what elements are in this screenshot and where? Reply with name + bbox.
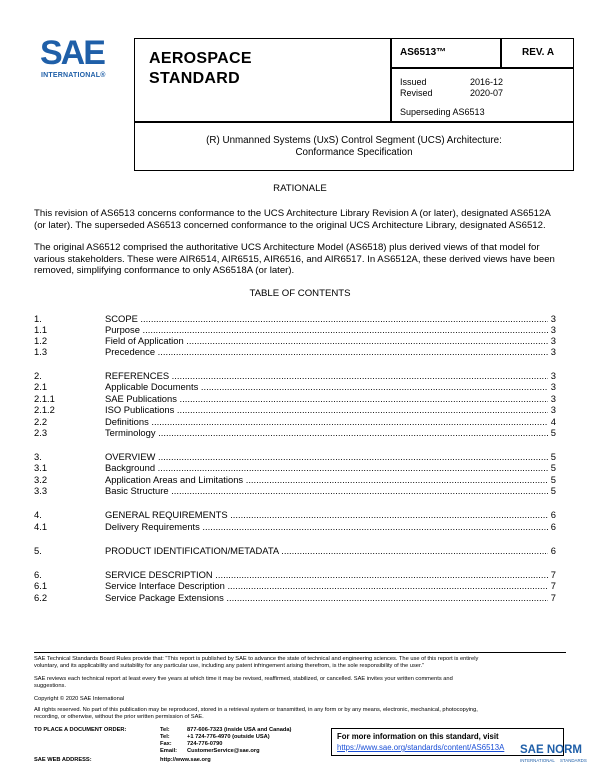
web-label: SAE WEB ADDRESS:	[34, 757, 92, 763]
rationale-p2-line3: removed, simplifying conformance to only AS6518A (or later).	[34, 265, 295, 277]
toc-entry-title[interactable]: Terminology .....	[105, 427, 548, 439]
revised-date: 2020-07	[470, 88, 504, 98]
revision-label: REV. A	[522, 47, 555, 58]
board-rules-text	[34, 656, 574, 670]
toc-entry-number: 4.	[34, 509, 42, 520]
fax-label: Fax:	[160, 741, 172, 747]
copyright-text: Copyright © 2020 SAE International	[34, 696, 125, 702]
toc-entry-number: 3.2	[34, 474, 48, 485]
toc-entry-number: 2.1	[34, 381, 48, 392]
issued-date: 2016-12	[470, 77, 504, 87]
subject-line1: (R) Unmanned Systems (UxS) Control Segment (UCS) Architecture:	[206, 135, 502, 146]
toc-entry-number: 4.1	[34, 521, 48, 532]
toc-entry-page: 3	[550, 335, 556, 346]
document-type-box	[134, 38, 391, 122]
rights-line1: All rights reserved. No part of this publication may be reproduced, stored in a retrieval system or transmitted, in any form or by any means, electronic, mechanical, photocopying,	[34, 707, 478, 713]
rationale-paragraph-2	[34, 242, 574, 277]
logo-subtext: INTERNATIONAL®	[41, 72, 106, 79]
toc-entry-title[interactable]: Basic Structure .....	[105, 485, 548, 497]
norm-sub1: INTERNATIONAL	[520, 758, 555, 763]
toc-entry-number: 6.1	[34, 580, 48, 591]
toc-entry-page: 5	[550, 474, 556, 485]
fax-number: 724-776-0790	[187, 741, 223, 747]
rationale-p2-line2: various stakeholders. These were AIR6514, AIR6515, AIR6516, and AIR6517. In AS6512A, these derived views have been	[34, 253, 555, 265]
toc-entry-page: 5	[550, 427, 556, 438]
toc-entry-title[interactable]: Field of Application .....	[105, 335, 548, 347]
toc-entry-number: 1.	[34, 313, 42, 324]
toc-entry[interactable]	[34, 335, 556, 347]
rationale-p1-line1: This revision of AS6513 concerns conformance to the UCS Architecture Library Revision A (or later), designated AS6512A	[34, 208, 551, 219]
document-type-line2: STANDARD	[149, 70, 240, 87]
board-rules-line1: SAE Technical Standards Board Rules provide that: “This report is published by SAE to advance the state of technical and engineering sciences. The use of this report is entirely	[34, 656, 479, 662]
toc-entry[interactable]	[34, 592, 556, 604]
rationale-paragraph-1	[34, 208, 574, 231]
tel-number[interactable]: 877-606-7323 (inside USA and Canada)	[187, 727, 292, 733]
toc-entry-title[interactable]: Definitions .....	[105, 416, 548, 428]
toc-entry-number: 5.	[34, 545, 42, 556]
toc-entry-title[interactable]: OVERVIEW .....	[105, 451, 548, 463]
toc-entry-page: 3	[550, 370, 556, 381]
rationale-p2-line1: The original AS6512 comprised the authoritative UCS Architecture Model (AS6518) plus derived views of that model for	[34, 242, 540, 253]
toc-entry[interactable]	[34, 569, 556, 581]
revision-box	[501, 38, 574, 68]
toc-entry-title[interactable]: REFERENCES .....	[105, 370, 548, 382]
rationale-p1-line2: (or later). The superseded AS6513 concerned conformance to the original UCS Architecture Library, designated AS6512.	[34, 219, 546, 231]
sae-norm-watermark	[520, 746, 598, 774]
issued-label: Issued	[400, 77, 427, 87]
sae-logo	[40, 36, 124, 82]
toc-entry-title[interactable]: Service Package Extensions .....	[105, 592, 548, 604]
toc-entry-number: 2.	[34, 370, 42, 381]
toc-entry-title[interactable]: PRODUCT IDENTIFICATION/METADATA .....	[105, 545, 548, 557]
toc-entry-number: 3.1	[34, 462, 48, 473]
toc-entry-number: 6.2	[34, 592, 48, 603]
logo-mark: SAE	[40, 34, 104, 72]
tel2-number[interactable]: +1 724-776-4970 (outside USA)	[187, 734, 270, 740]
toc-entry-page: 7	[550, 592, 556, 603]
toc-entry-page: 5	[550, 462, 556, 473]
toc-entry[interactable]	[34, 381, 556, 393]
toc-entry-page: 3	[550, 346, 556, 357]
toc-entry[interactable]	[34, 451, 556, 463]
toc-entry[interactable]	[34, 404, 556, 416]
toc-entry-page: 3	[550, 404, 556, 415]
toc-entry-number: 6.	[34, 569, 42, 580]
superseding-note: Superseding AS6513	[400, 107, 485, 117]
document-number-box	[391, 38, 501, 68]
toc-entry-number: 1.3	[34, 346, 48, 357]
toc-entry-title[interactable]: SERVICE DESCRIPTION .....	[105, 569, 548, 581]
footer-divider	[34, 652, 566, 653]
revised-label: Revised	[400, 88, 433, 98]
toc-entry-number: 1.2	[34, 335, 48, 346]
rationale-heading: RATIONALE	[273, 183, 327, 194]
toc-entry-page: 4	[550, 416, 556, 427]
web-link[interactable]: http://www.sae.org	[160, 757, 211, 763]
toc-entry-title[interactable]: GENERAL REQUIREMENTS .....	[105, 509, 548, 521]
review-policy-text	[34, 676, 574, 690]
toc-entry-title[interactable]: Applicable Documents .....	[105, 381, 548, 393]
toc-entry-page: 5	[550, 451, 556, 462]
toc-entry-page: 3	[550, 324, 556, 335]
toc-entry[interactable]	[34, 545, 556, 557]
toc-entry-page: 3	[550, 313, 556, 324]
toc-entry-page: 5	[550, 485, 556, 496]
toc-entry[interactable]	[34, 324, 556, 336]
toc-entry-page: 6	[550, 521, 556, 532]
dates-box	[391, 68, 574, 122]
review-line2: suggestions.	[34, 683, 66, 689]
toc-entry[interactable]	[34, 509, 556, 521]
toc-entry-number: 2.1.1	[34, 393, 55, 404]
toc-entry-page: 6	[550, 545, 556, 556]
subject-line2: Conformance Specification	[295, 147, 413, 158]
email-label: Email:	[160, 748, 178, 754]
toc-entry-title[interactable]: Application Areas and Limitations .....	[105, 474, 548, 486]
tel2-label: Tel:	[160, 734, 170, 740]
subject-box	[134, 122, 574, 171]
more-info-title: For more information on this standard, visit	[337, 732, 499, 741]
toc-entry[interactable]	[34, 313, 556, 325]
toc-entry-page: 7	[550, 569, 556, 580]
toc-entry[interactable]	[34, 416, 556, 428]
rights-text	[34, 707, 574, 721]
email-link[interactable]: CustomerService@sae.org	[187, 748, 260, 754]
document-number: AS6513™	[400, 47, 447, 58]
toc-entry[interactable]	[34, 521, 556, 533]
toc-entry-title[interactable]: SCOPE .....	[105, 313, 548, 325]
toc-entry-title[interactable]: Delivery Requirements .....	[105, 521, 548, 533]
tel-label: Tel:	[160, 727, 170, 733]
toc-entry-title[interactable]: Service Interface Description .....	[105, 580, 548, 592]
toc-entry-title[interactable]: Precedence .....	[105, 346, 548, 358]
toc-entry-title[interactable]: Purpose .....	[105, 324, 548, 336]
standard-link[interactable]: https://www.sae.org/standards/content/AS6513A	[337, 743, 505, 752]
order-label: TO PLACE A DOCUMENT ORDER:	[34, 727, 127, 733]
toc-entry-page: 3	[550, 393, 556, 404]
toc-entry[interactable]	[34, 370, 556, 382]
document-type-line1: AEROSPACE	[149, 50, 252, 67]
toc-entry-number: 2.2	[34, 416, 48, 427]
board-rules-line2: voluntary, and its applicability and suitability for any particular use, including any patent infringement arising therefrom, is the sole responsibility of the user.”	[34, 663, 425, 669]
toc-entry-title[interactable]: Background .....	[105, 462, 548, 474]
toc-entry-number: 1.1	[34, 324, 48, 335]
norm-sub2: STANDARDS	[560, 758, 587, 763]
toc-entry-page: 7	[550, 580, 556, 591]
review-line1: SAE reviews each technical report at least every five years at which time it may be revised, reaffirmed, stabilized, or cancelled. SAE invites your written comments and	[34, 676, 453, 682]
toc-entry[interactable]	[34, 462, 556, 474]
toc-entry-number: 3.3	[34, 485, 48, 496]
toc-heading: TABLE OF CONTENTS	[249, 288, 351, 299]
toc-entry[interactable]	[34, 427, 556, 439]
toc-entry[interactable]	[34, 580, 556, 592]
toc-entry[interactable]	[34, 346, 556, 358]
toc-entry-number: 3.	[34, 451, 42, 462]
toc-entry[interactable]	[34, 485, 556, 497]
toc-entry[interactable]	[34, 474, 556, 486]
toc-entry-number: 2.1.2	[34, 404, 55, 415]
norm-mark: SAE NORM	[520, 744, 582, 756]
rights-line2: recording, or otherwise, without the prior written permission of SAE.	[34, 714, 204, 720]
toc-entry-page: 6	[550, 509, 556, 520]
toc-entry-page: 3	[550, 381, 556, 392]
toc-entry[interactable]	[34, 393, 556, 405]
toc-entry-number: 2.3	[34, 427, 48, 438]
toc-entry-title[interactable]: ISO Publications .....	[105, 404, 548, 416]
toc-entry-title[interactable]: SAE Publications .....	[105, 393, 548, 405]
